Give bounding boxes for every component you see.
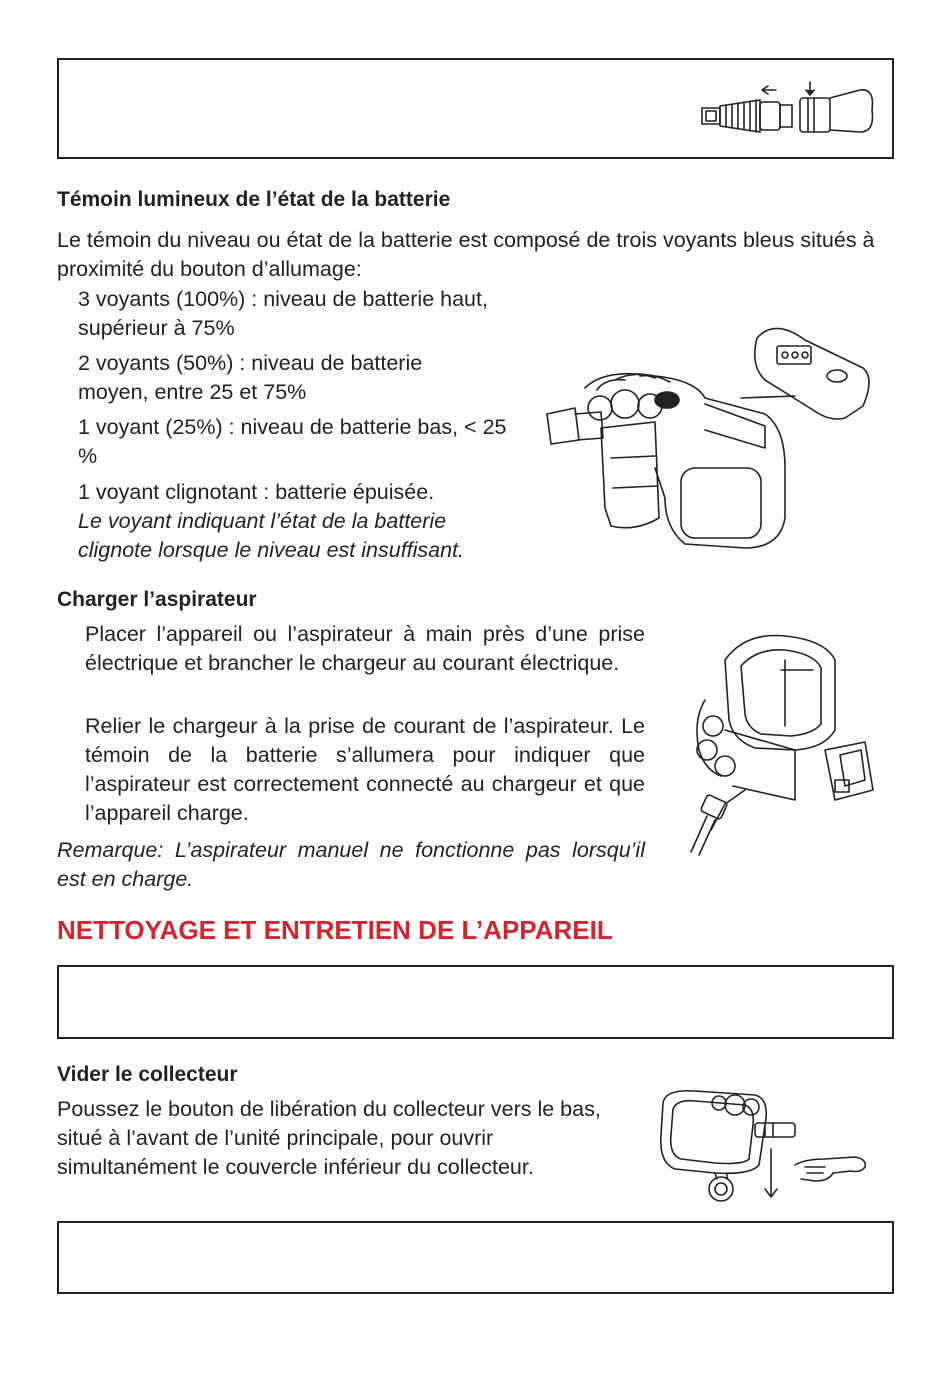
charge-para-2: Relier le chargeur à la prise de courant de l’aspirateur. Le témoin de la batterie s’allumera pour indiquer que l’aspirateur est correctement connecté au chargeur et que l’appareil charge. <box>85 714 645 825</box>
charge-heading: Charger l’aspirateur <box>57 588 257 611</box>
charge-remark: Remarque: L’aspirateur manuel ne fonctionne pas lorsqu’il est en charge. <box>57 838 645 891</box>
collector-release-illustration <box>655 1085 870 1205</box>
maintenance-title: NETTOYAGE ET ENTRETIEN DE L’APPAREIL <box>57 915 613 945</box>
vacuum-charging-illustration <box>685 630 885 855</box>
battery-blink-note: Le voyant indiquant l’état de la batterie clignote lorsque le niveau est insuffisant. <box>78 509 465 562</box>
vacuum-battery-indicator-illustration <box>545 318 875 568</box>
empty-collector-text: Poussez le bouton de libération du collecteur vers le bas, situé à l’avant de l’unité principale, pour ouvrir simultanément le couvercle inférieur du collecteur. <box>57 1097 601 1179</box>
nozzle-attachment-illustration <box>700 80 880 140</box>
bottom-note-box <box>57 1221 894 1294</box>
maintenance-note-box <box>57 965 894 1039</box>
battery-level-3: 3 voyants (100%) : niveau de batterie haut, supérieur à 75% <box>78 287 488 340</box>
empty-collector-heading: Vider le collecteur <box>57 1063 238 1086</box>
charge-para-1: Placer l’appareil ou l’aspirateur à main près d’une prise électrique et brancher le chargeur au courant électrique. <box>85 622 645 675</box>
battery-level-empty: 1 voyant clignotant : batterie épuisée. <box>78 480 435 504</box>
battery-intro-text: Le témoin du niveau ou état de la batterie est composé de trois voyants bleus situés à proximité du bouton d’allumage: <box>57 228 875 281</box>
battery-level-2: 2 voyants (50%) : niveau de batterie moyen, entre 25 et 75% <box>78 351 423 404</box>
battery-status-heading: Témoin lumineux de l’état de la batterie <box>57 188 451 211</box>
battery-level-1: 1 voyant (25%) : niveau de batterie bas, < 25 % <box>78 415 507 468</box>
